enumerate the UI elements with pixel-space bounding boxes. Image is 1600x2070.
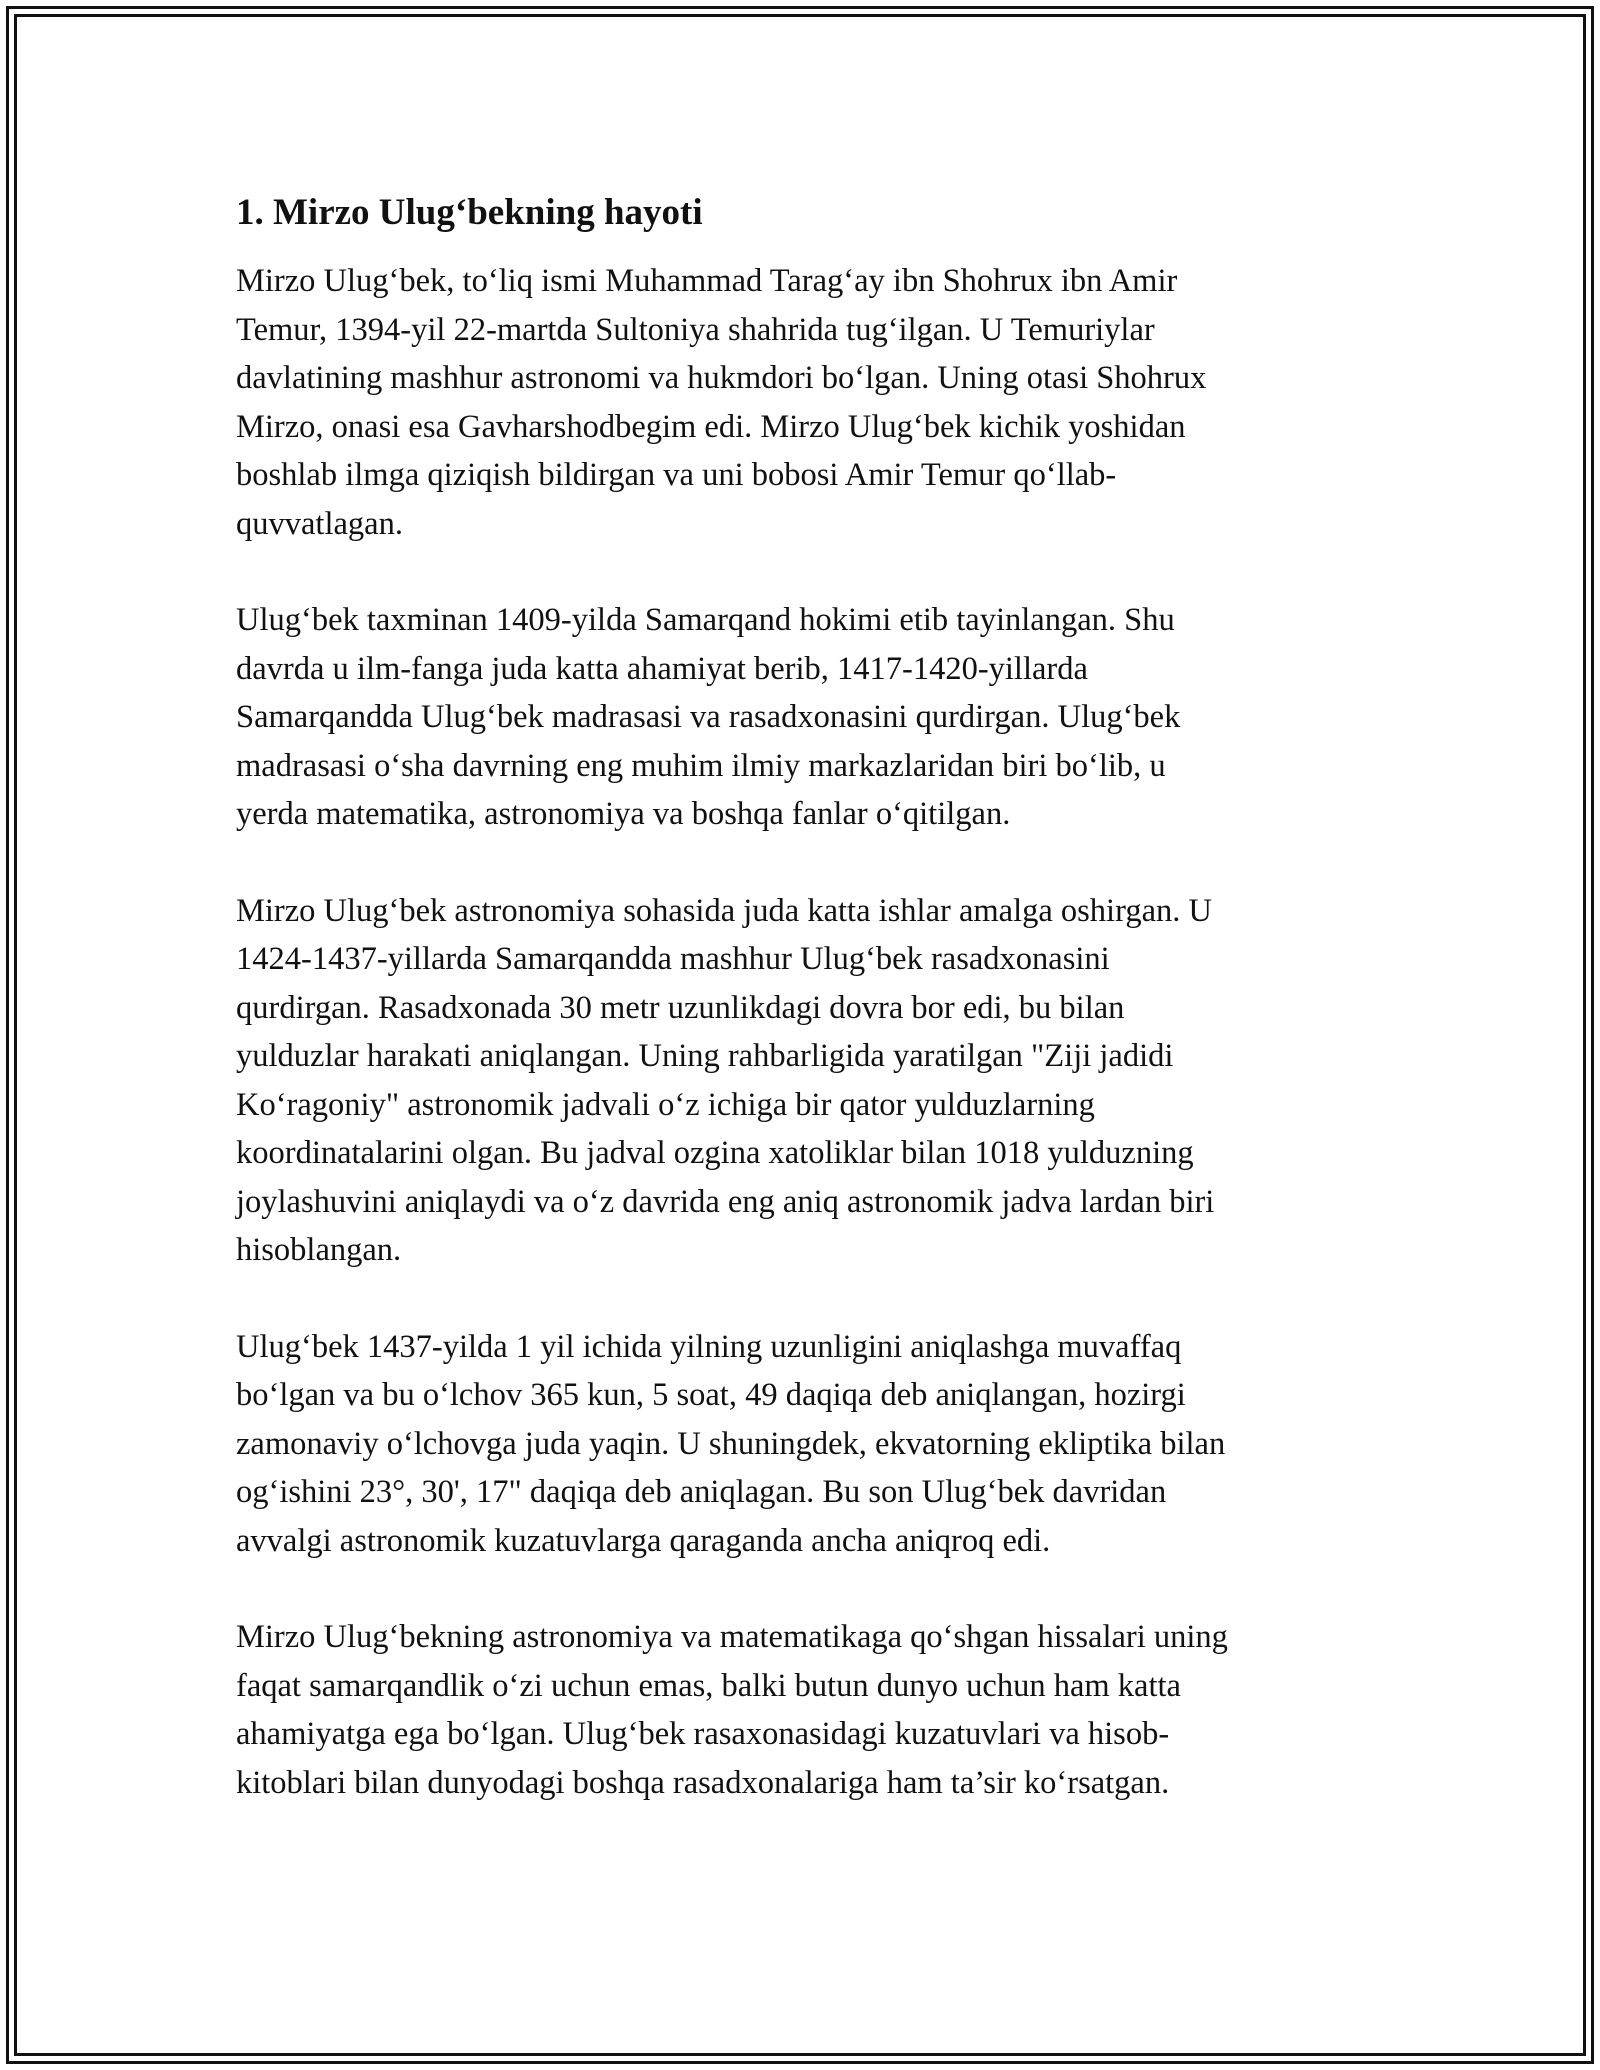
text-line: davlatining mashhur astronomi va hukmdori bo‘lgan. Uning otasi Shohrux [236, 360, 1207, 396]
text-line: Ko‘ragoniy" astronomik jadvali o‘z ichiga bir qator yulduzlarning [236, 1086, 1095, 1123]
text-line: quvvatlagan. [236, 505, 403, 542]
text-line: Ulug‘bek taxminan 1409-yilda Samarqand hokimi etib tayinlangan. Shu [236, 602, 1175, 638]
paragraph-legacy [236, 1613, 1366, 1807]
text-line: Mirzo Ulug‘bekning astronomiya va matematikaga qo‘shgan hissalari uning [236, 1619, 1228, 1655]
text-line: yerda matematika, astronomiya va boshqa fanlar o‘qitilgan. [236, 796, 1011, 832]
text-line: hisoblangan. [236, 1232, 402, 1268]
paragraph-observatory [236, 887, 1366, 1275]
text-line: boshlab ilmga qiziqish bildirgan va uni bobosi Amir Temur qo‘llab- [236, 457, 1117, 493]
text-line: joylashuvini aniqlaydi va o‘z davrida eng aniq astronomik jadva lardan biri [236, 1183, 1215, 1220]
text-line: Mirzo Ulug‘bek, to‘liq ismi Muhammad Tarag‘ay ibn Shohrux ibn Amir [236, 263, 1178, 299]
text-line: avvalgi astronomik kuzatuvlarga qaraganda ancha aniqroq edi. [236, 1522, 1051, 1559]
text-line: ahamiyatga ega bo‘lgan. Ulug‘bek rasaxonasidagi kuzatuvlari va hisob- [236, 1716, 1170, 1752]
text-line: Mirzo, onasi esa Gavharshodbegim edi. Mirzo Ulug‘bek kichik yoshidan [236, 408, 1186, 445]
text-line: Samarqandda Ulug‘bek madrasasi va rasadxonasini qurdirgan. Ulug‘bek [236, 699, 1181, 735]
text-line: Mirzo Ulug‘bek astronomiya sohasida juda katta ishlar amalga oshirgan. U [236, 892, 1212, 929]
document-body [236, 185, 1366, 1855]
text-line: bo‘lgan va bu o‘lchov 365 kun, 5 soat, 49 daqiqa deb aniqlangan, hozirgi [236, 1377, 1186, 1413]
text-line: Temur, 1394-yil 22-martda Sultoniya shahrida tug‘ilgan. U Temuriylar [236, 311, 1155, 348]
paragraph-governor [236, 596, 1366, 839]
text-line: kitoblari bilan dunyodagi boshqa rasadxonalariga ham ta’sir ko‘rsatgan. [236, 1764, 1170, 1801]
text-line: 1424-1437-yillarda Samarqandda mashhur Ulug‘bek rasadxonasini [236, 941, 1110, 977]
paragraph-biography [236, 257, 1366, 548]
text-line: koordinatalarini olgan. Bu jadval ozgina xatoliklar bilan 1018 yulduzning [236, 1135, 1194, 1171]
text-line: madrasasi o‘sha davrning eng muhim ilmiy markazlaridan biri bo‘lib, u [236, 747, 1166, 784]
section-heading: 1. Mirzo Ulug‘bekning hayoti [236, 192, 703, 233]
text-line: og‘ishini 23°, 30', 17" daqiqa deb aniqlagan. Bu son Ulug‘bek davridan [236, 1474, 1167, 1510]
text-line: Ulug‘bek 1437-yilda 1 yil ichida yilning uzunligini aniqlashga muvaffaq [236, 1328, 1182, 1365]
text-line: yulduzlar harakati aniqlangan. Uning rahbarligida yaratilgan "Ziji jadidi [236, 1038, 1174, 1074]
paragraph-year-length [236, 1323, 1366, 1566]
text-line: zamonaviy o‘lchovga juda yaqin. U shuningdek, ekvatorning ekliptika bilan [236, 1425, 1226, 1462]
text-line: davrda u ilm-fanga juda katta ahamiyat berib, 1417-1420-yillarda [236, 650, 1088, 687]
text-line: qurdirgan. Rasadxonada 30 metr uzunlikdagi dovra bor edi, bu bilan [236, 989, 1125, 1026]
text-line: faqat samarqandlik o‘zi uchun emas, balki butun dunyo uchun ham katta [236, 1667, 1181, 1704]
